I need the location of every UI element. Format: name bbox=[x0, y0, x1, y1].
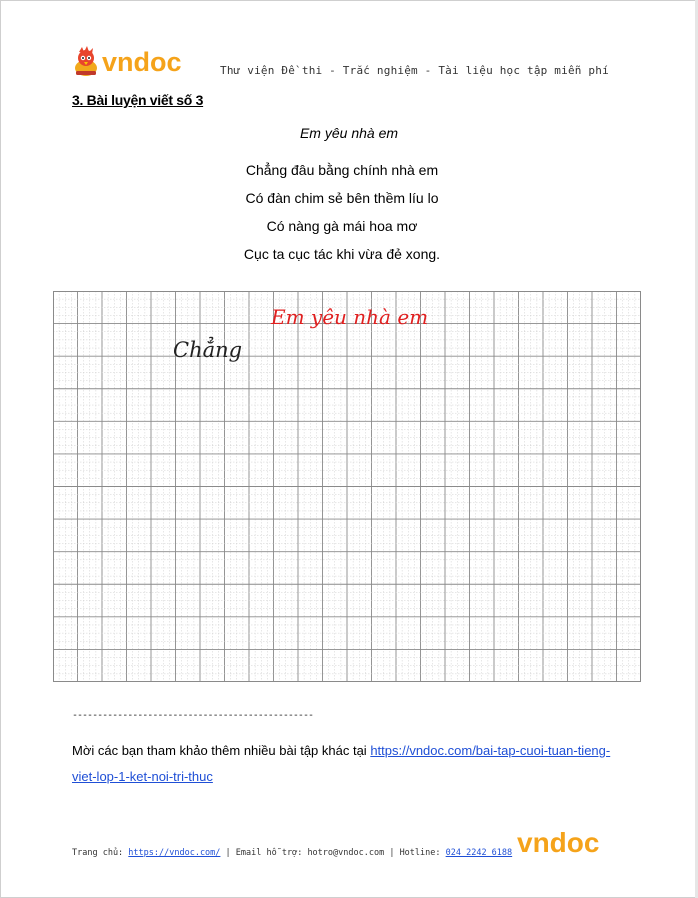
footer-email-label: Email hỗ trợ: bbox=[235, 848, 308, 858]
footer-hotline[interactable]: 024 2242 6188 bbox=[445, 848, 513, 858]
more-resources-link[interactable]: https://vndoc.com/bai-tap-cuoi-tuan-tieng-viet-lop-1-ket-noi-tri-thuc bbox=[72, 743, 611, 784]
footer-separator: | bbox=[220, 848, 236, 858]
grid-sample-word: Chẳng bbox=[173, 338, 243, 362]
grid-sample-title: Em yêu nhà em bbox=[271, 305, 429, 329]
separator-line: ------------------------------------------------ bbox=[72, 710, 313, 721]
poem-title: Em yêu nhà em bbox=[299, 125, 399, 141]
vndoc-footer-wordmark: vndoc bbox=[517, 828, 600, 858]
grid-lines bbox=[53, 291, 641, 682]
footer-hotline-label: Hotline: bbox=[399, 848, 446, 858]
footer-home-link[interactable]: https://vndoc.com/ bbox=[128, 848, 221, 858]
more-resources-text: Mời các bạn tham khảo thêm nhiều bài tập khác tại bbox=[72, 743, 371, 758]
page-footer bbox=[72, 848, 512, 858]
vndoc-logo bbox=[72, 44, 202, 80]
vndoc-footer-logo bbox=[517, 828, 617, 858]
poem-line: Có đàn chim sẻ bên thềm líu lo bbox=[245, 190, 439, 206]
poem-line: Có nàng gà mái hoa mơ bbox=[266, 218, 418, 234]
footer-home-label: Trang chủ: bbox=[72, 848, 129, 858]
more-resources bbox=[72, 738, 632, 790]
section-title: 3. Bài luyện viết số 3 bbox=[72, 92, 204, 108]
footer-email: hotro@vndoc.com bbox=[307, 848, 385, 858]
poem-line: Cục ta cục tác khi vừa đẻ xong. bbox=[243, 246, 441, 262]
vndoc-wordmark: vndoc bbox=[102, 47, 182, 77]
poem-body bbox=[0, 160, 684, 272]
poem-line: Chẳng đâu bằng chính nhà em bbox=[245, 162, 439, 178]
mascot-icon bbox=[75, 46, 97, 76]
handwriting-practice-grid bbox=[53, 291, 641, 682]
site-tagline: Thư viện Đề thi - Trắc nghiệm - Tài liệu học tập miễn phí bbox=[220, 64, 609, 77]
footer-separator: | bbox=[384, 848, 400, 858]
